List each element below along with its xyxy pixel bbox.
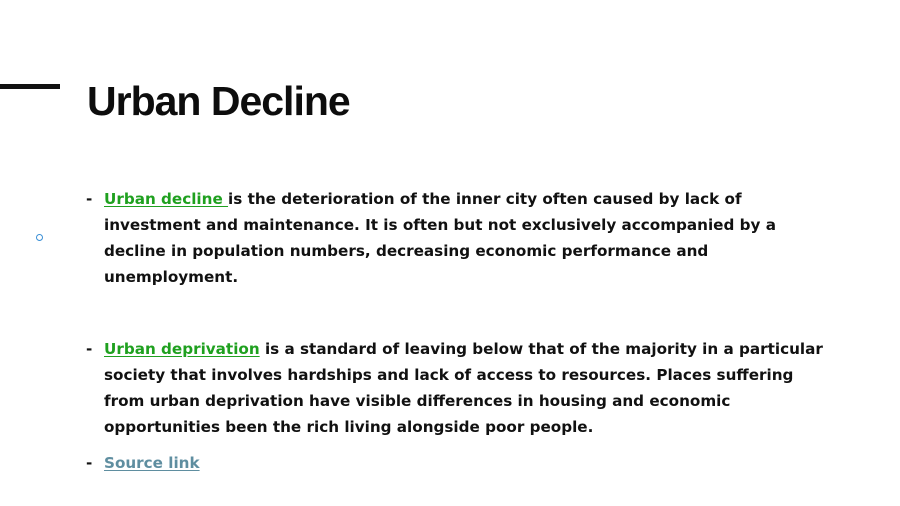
slide-content [86, 186, 826, 476]
term-link-urban-decline[interactable]: Urban decline [104, 190, 229, 208]
slide-title: Urban Decline [87, 78, 350, 124]
bullet-source [86, 450, 826, 476]
bullet-dash: - [86, 190, 93, 208]
bullet-dash: - [86, 340, 93, 358]
bullet-urban-deprivation [86, 336, 826, 440]
source-link[interactable]: Source link [104, 454, 200, 472]
term-link-urban-deprivation[interactable]: Urban deprivation [104, 340, 260, 358]
bullet-urban-decline [86, 186, 826, 290]
slide-nav-dot-icon[interactable] [36, 234, 43, 241]
definition-text: is a standard of leaving below that of the majority in a particular society that involves hardships and lack of access to resources. Places suffering from urban deprivation have visible differences in housing and economic opportunities been the rich living alongside poor people. [104, 340, 823, 436]
definition-text: is the deterioration of the inner city often caused by lack of investment and maintenance. It is often but not exclusively accompanied by a decline in population numbers, decreasing economic performance and unemployment. [104, 190, 776, 286]
title-accent-bar [0, 84, 60, 89]
bullet-dash: - [86, 454, 93, 472]
